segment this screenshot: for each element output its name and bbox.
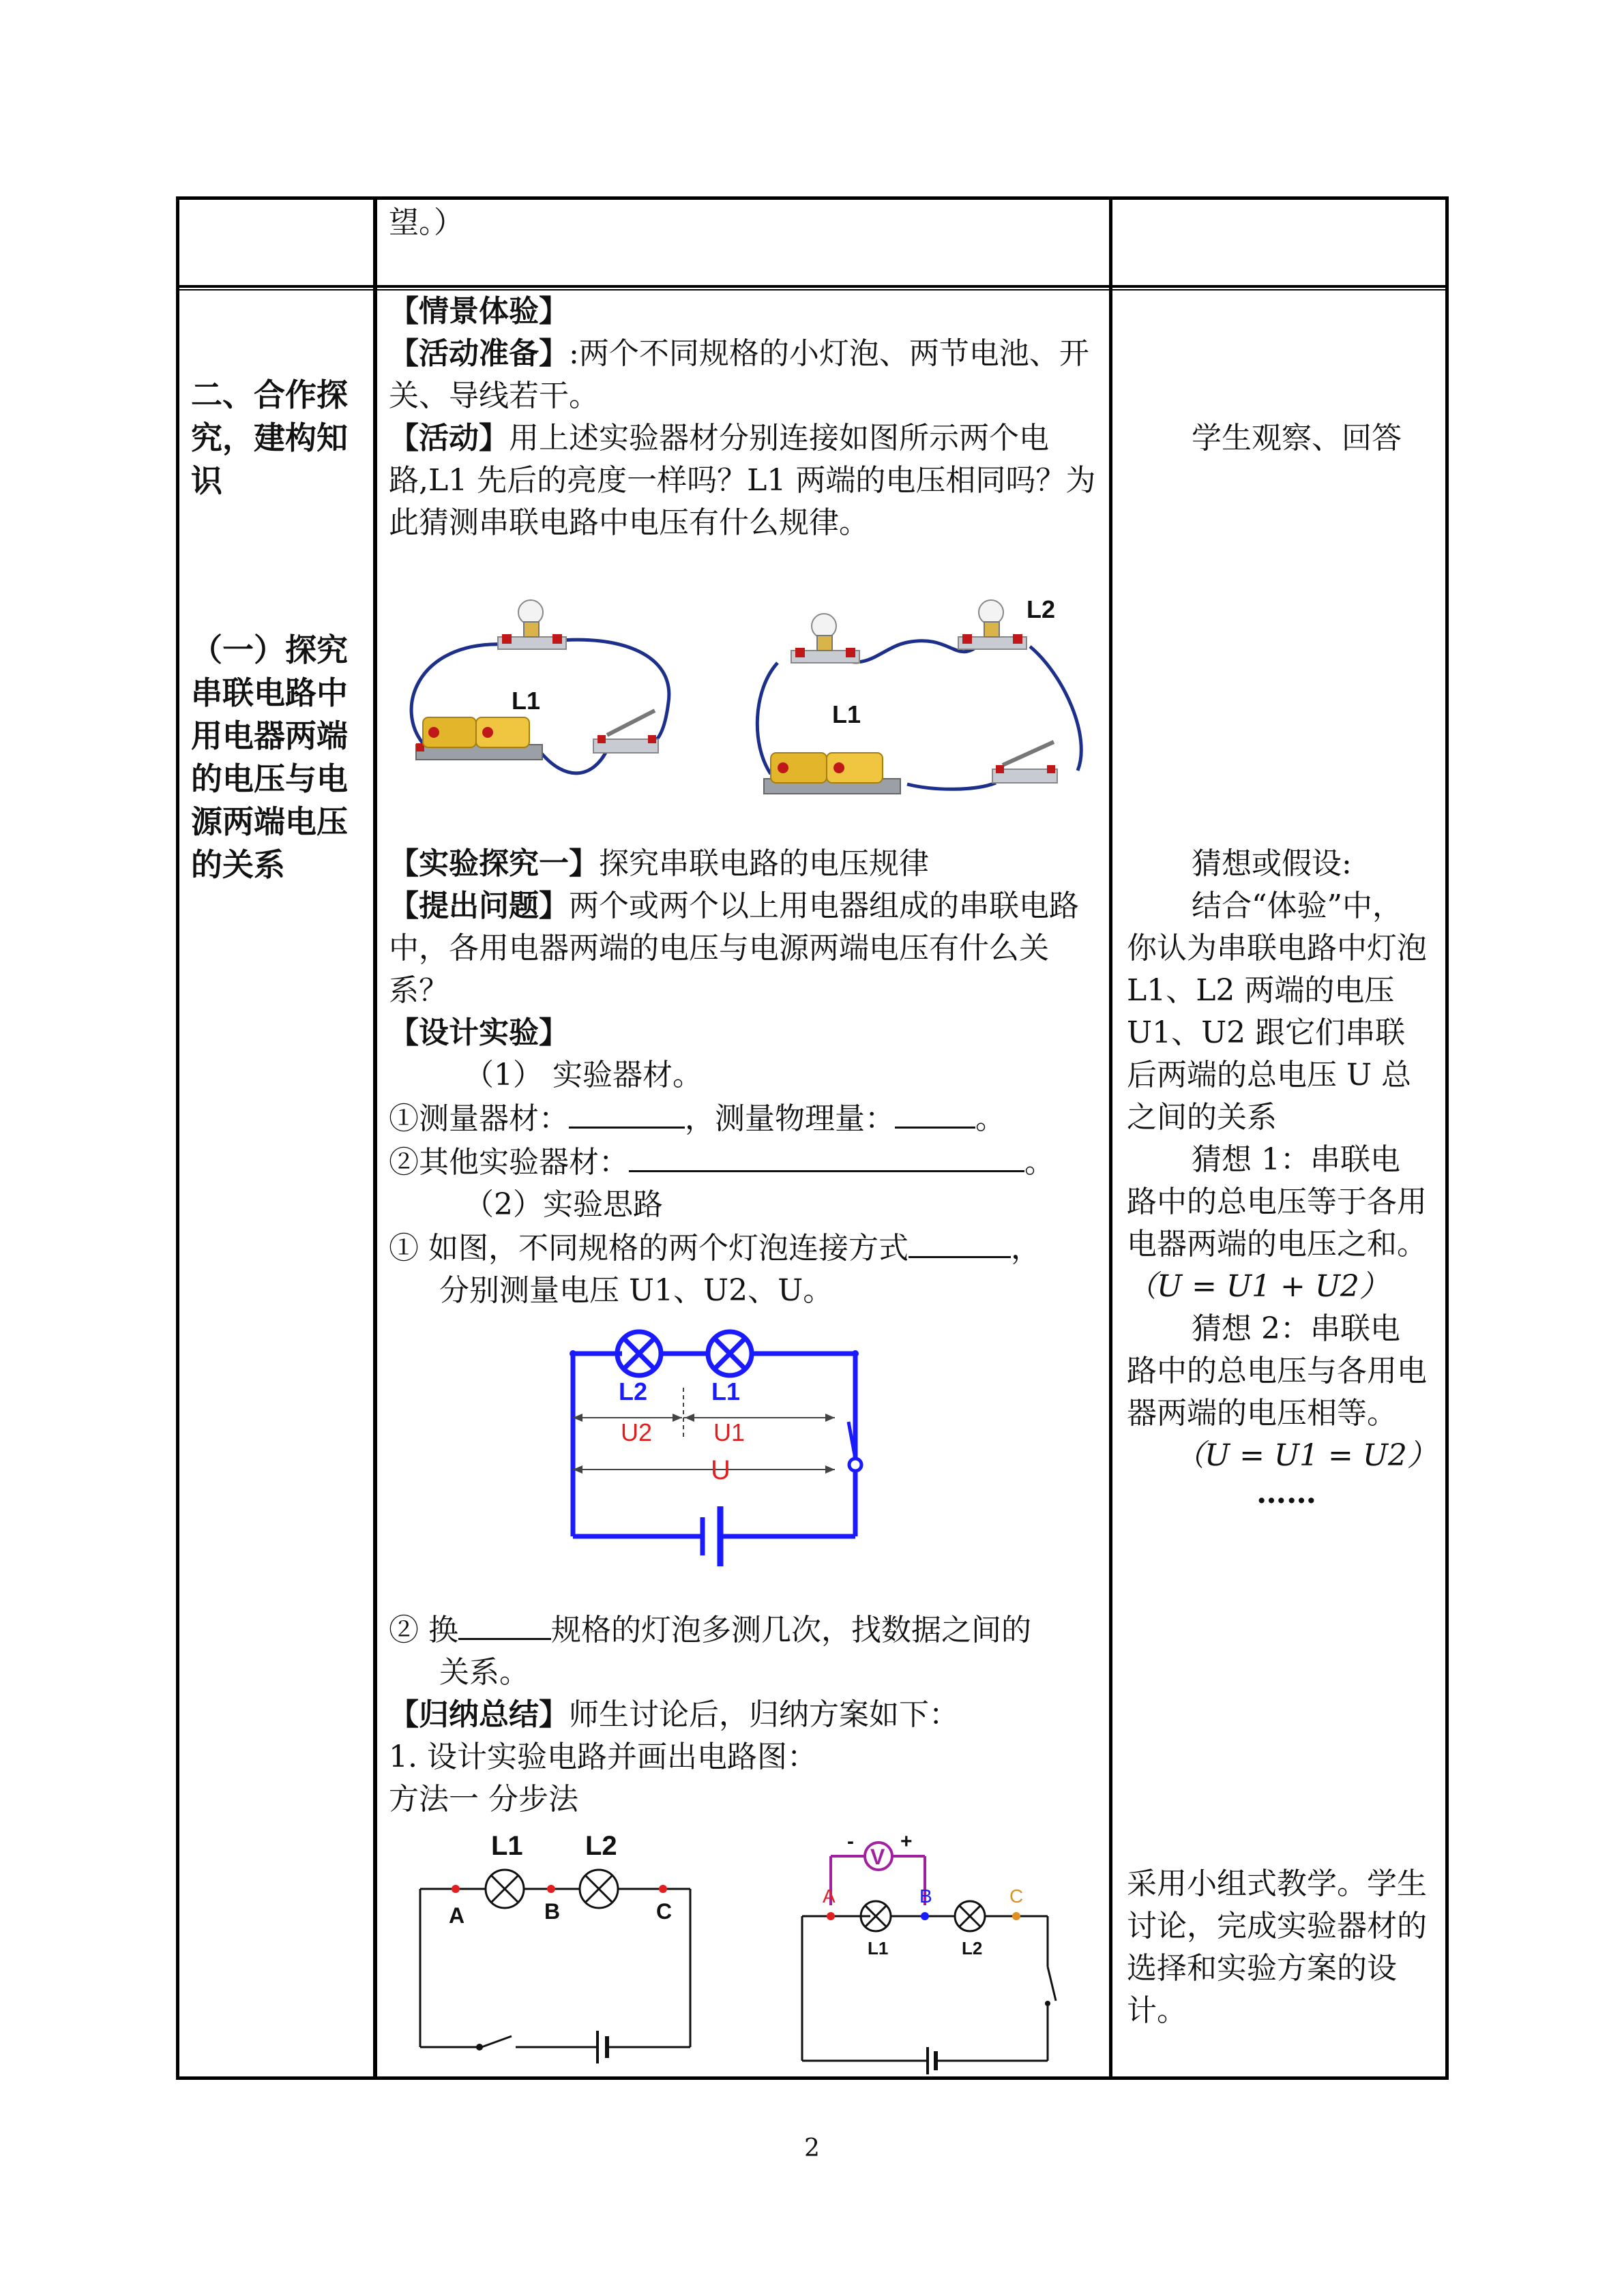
diagram1-label-l1: L1 (711, 1377, 741, 1405)
measure-qty-label: ，测量物理量： (685, 1101, 895, 1136)
method-circuit-left (409, 1828, 709, 2066)
idea1-blank[interactable] (909, 1226, 1011, 1258)
guess-title: 猜想或假设: (1192, 846, 1352, 881)
diagram1-label-u: U (711, 1455, 730, 1485)
summary-text: 师生讨论后，归纳方案如下： (569, 1697, 959, 1732)
guess-1-text: 猜想 1：串联电路中的总电压等于各用电器两端的电压之和。 (1127, 1142, 1427, 1262)
idea2-text-a: ② 换 (389, 1613, 458, 1648)
idea1-text: ① 如图，不同规格的两个灯泡连接方式 (389, 1231, 909, 1266)
method-right-label-b: B (919, 1885, 932, 1907)
step2-line: （2）实验思路 (464, 1187, 663, 1222)
measure-blank-1[interactable] (569, 1097, 685, 1129)
exp-tag: 【实验探究一】 (389, 846, 599, 881)
measure-label: ①测量器材： (389, 1101, 569, 1136)
series-circuit-diagram (559, 1320, 873, 1592)
table-col-divider-2 (1109, 196, 1112, 2080)
idea2-line-2: 关系。 (439, 1655, 529, 1690)
idea1-line-2: 分别测量电压 U1、U2、U。 (439, 1273, 833, 1308)
method-left-label-a: A (449, 1903, 465, 1928)
method-right-label-plus: + (900, 1830, 913, 1853)
observe-note: 学生观察、回答 (1192, 421, 1402, 456)
method-right-label-minus: - (847, 1830, 854, 1853)
question-text: 两个或两个以上用电器组成的串联电路中，各用电器两端的电压与电源两端电压有什么关系？ (389, 889, 1079, 1008)
idea2-block (389, 1608, 1105, 1821)
table-row-divider (176, 285, 1449, 288)
idea2-blank[interactable] (458, 1608, 551, 1640)
method-right-label-l1: L1 (868, 1938, 889, 1958)
ellipsis: …… (1256, 1476, 1316, 1510)
photo-label-l1: L1 (512, 687, 541, 715)
exp-text: 探究串联电路的电压规律 (599, 846, 929, 881)
table-right-border (1445, 196, 1449, 2080)
design-tag: 【设计实验】 (389, 1015, 569, 1050)
summary-step-1: 1. 设计实验电路并画出电路图： (389, 1740, 817, 1774)
other-blank[interactable] (629, 1140, 1024, 1172)
activity-tag: 【活动】 (389, 421, 509, 456)
guess-1 (1127, 1139, 1427, 1308)
photo2-label-l1: L1 (832, 700, 861, 728)
diagram1-label-l2: L2 (619, 1377, 648, 1405)
summary-tag: 【归纳总结】 (389, 1697, 569, 1732)
method-right-label-c: C (1009, 1885, 1024, 1907)
diagram1-label-u1: U1 (713, 1418, 745, 1446)
measure-blank-2[interactable] (895, 1097, 975, 1129)
idea1-line (389, 1226, 1105, 1270)
method-right-label-l2: L2 (962, 1938, 983, 1958)
series-circuit-photo (389, 586, 1105, 818)
row1-continuation-text: 望。） (389, 205, 464, 240)
table-left-border (176, 196, 179, 2080)
prep-text: :两个不同规格的小灯泡、两节电池、开关、导线若干。 (389, 336, 1089, 413)
prep-tag: 【活动准备】 (389, 336, 569, 371)
guess-2: 猜想 2：串联电路中的总电压与各用电器两端的电压相等。 (1127, 1311, 1427, 1431)
page-number: 2 (804, 2134, 820, 2162)
guess-1-formula: （U = U1 + U2） (1127, 1269, 1389, 1304)
method-left-label-l2: L2 (585, 1831, 617, 1861)
method-left-label-b: B (544, 1899, 561, 1924)
other-label: ②其他实验器材： (389, 1145, 629, 1180)
guess-intro: 结合“体验”中，你认为串联电路中灯泡 L1、L2 两端的电压 U1、U2 跟它们串联后两端的总电压 U 总之间的关系 (1127, 889, 1427, 1135)
photo-circuit-right (757, 595, 1081, 794)
method-right-label-a: A (823, 1885, 836, 1907)
photo2-label-l2: L2 (1027, 595, 1056, 623)
idea2-text-b: 规格的灯泡多测几次，找数据之间的 (551, 1613, 1031, 1648)
situation-block (389, 290, 1105, 544)
hypothesis-block (1127, 843, 1437, 1510)
photo-circuit-left (411, 600, 669, 773)
experiment-block (389, 843, 1105, 1312)
section-title: 二、合作探究，建构知识 (191, 376, 348, 499)
table-top-border (176, 196, 1449, 200)
method-circuit-right (791, 1821, 1078, 2080)
subsection-title: （一）探究串联电路中用电器两端的电压与电源两端电压的关系 (191, 631, 348, 883)
step1-line: （1） 实验器材。 (464, 1058, 703, 1092)
method-left-label-l1: L1 (491, 1831, 523, 1861)
guess-2-formula: （U = U1 = U2） (1175, 1438, 1437, 1473)
table-col-divider-1 (373, 196, 377, 2080)
idea1-comma: ， (1011, 1231, 1041, 1266)
method-right-label-v: V (870, 1845, 885, 1869)
group-teaching-note: 采用小组式教学。学生讨论，完成实验器材的选择和实验方案的设计。 (1127, 1866, 1427, 2028)
question-tag: 【提出问题】 (389, 889, 569, 923)
measure-line (389, 1097, 1105, 1140)
activity-text: 用上述实验器材分别连接如图所示两个电路,L1 先后的亮度一样吗？L1 两端的电压相同吗？为此猜测串联电路中电压有什么规律。 (389, 421, 1096, 540)
method-left-label-c: C (656, 1899, 673, 1924)
method-label: 方法一 分步法 (389, 1782, 578, 1817)
measure-end: 。 (975, 1101, 1005, 1136)
other-end: 。 (1024, 1145, 1054, 1180)
other-line (389, 1140, 1105, 1184)
scene-tag: 【情景体验】 (389, 294, 569, 329)
diagram1-label-u2: U2 (621, 1418, 653, 1446)
